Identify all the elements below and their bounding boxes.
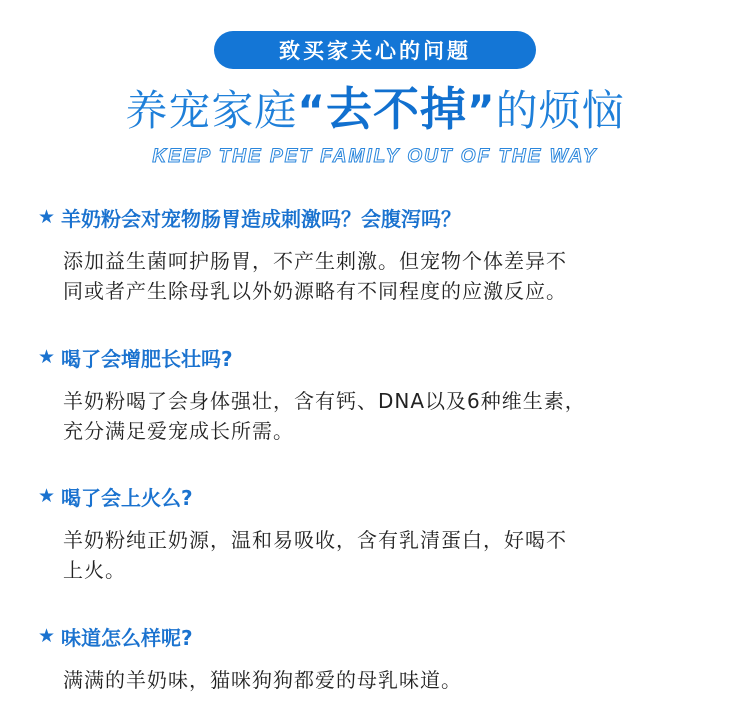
faq-answer-line: 充分满足爱宠成长所需。 bbox=[63, 419, 294, 443]
headline bbox=[0, 80, 750, 140]
faq-question bbox=[38, 481, 718, 511]
faq-answer-line: 羊奶粉喝了会身体强壮，含有钙、DNA以及6种维生素， bbox=[63, 389, 586, 413]
faq-answer bbox=[63, 246, 718, 306]
faq-question-text: 味道怎么样呢? bbox=[61, 625, 193, 650]
headline-suffix: 的烦恼 bbox=[495, 86, 625, 135]
faq-answer-line: 同或者产生除母乳以外奶源略有不同程度的应激反应。 bbox=[63, 279, 567, 303]
section-title-pill bbox=[214, 31, 536, 69]
faq-question-text: 羊奶粉会对宠物肠胃造成刺激吗？会腹泻吗？ bbox=[61, 206, 462, 231]
faq-item-3 bbox=[38, 481, 718, 585]
faq-question-text: 喝了会增肥长壮吗? bbox=[61, 346, 233, 371]
faq-question-text: 喝了会上火么? bbox=[61, 485, 193, 510]
faq-answer bbox=[63, 525, 718, 585]
star-icon: ★ bbox=[38, 346, 56, 368]
star-icon: ★ bbox=[38, 625, 56, 647]
headline-prefix: 养宠家庭 bbox=[125, 86, 298, 135]
section-title: 致买家关心的问题 bbox=[279, 39, 471, 63]
star-icon: ★ bbox=[38, 485, 56, 507]
faq-answer-line: 满满的羊奶味，猫咪狗狗都爱的母乳味道。 bbox=[63, 668, 462, 692]
english-subtitle: KEEP THE PET FAMILY OUT OF THE WAY bbox=[152, 146, 598, 167]
faq-answer bbox=[63, 665, 718, 695]
star-icon: ★ bbox=[38, 206, 56, 228]
faq-item-2 bbox=[38, 342, 718, 446]
headline-close-quote: ” bbox=[467, 86, 496, 135]
headline-emphasis: 去不掉 bbox=[326, 82, 467, 136]
faq-answer bbox=[63, 386, 718, 446]
faq-answer-line: 羊奶粉纯正奶源，温和易吸收，含有乳清蛋白，好喝不 bbox=[63, 528, 567, 552]
faq-answer-line: 添加益生菌呵护肠胃，不产生刺激。但宠物个体差异不 bbox=[63, 249, 567, 273]
faq-question bbox=[38, 342, 718, 372]
faq-answer-line: 上火。 bbox=[63, 558, 126, 582]
headline-open-quote: “ bbox=[297, 86, 326, 135]
faq-item-4 bbox=[38, 621, 718, 695]
faq-question bbox=[38, 202, 718, 232]
faq-question bbox=[38, 621, 718, 651]
faq-item-1 bbox=[38, 202, 718, 306]
